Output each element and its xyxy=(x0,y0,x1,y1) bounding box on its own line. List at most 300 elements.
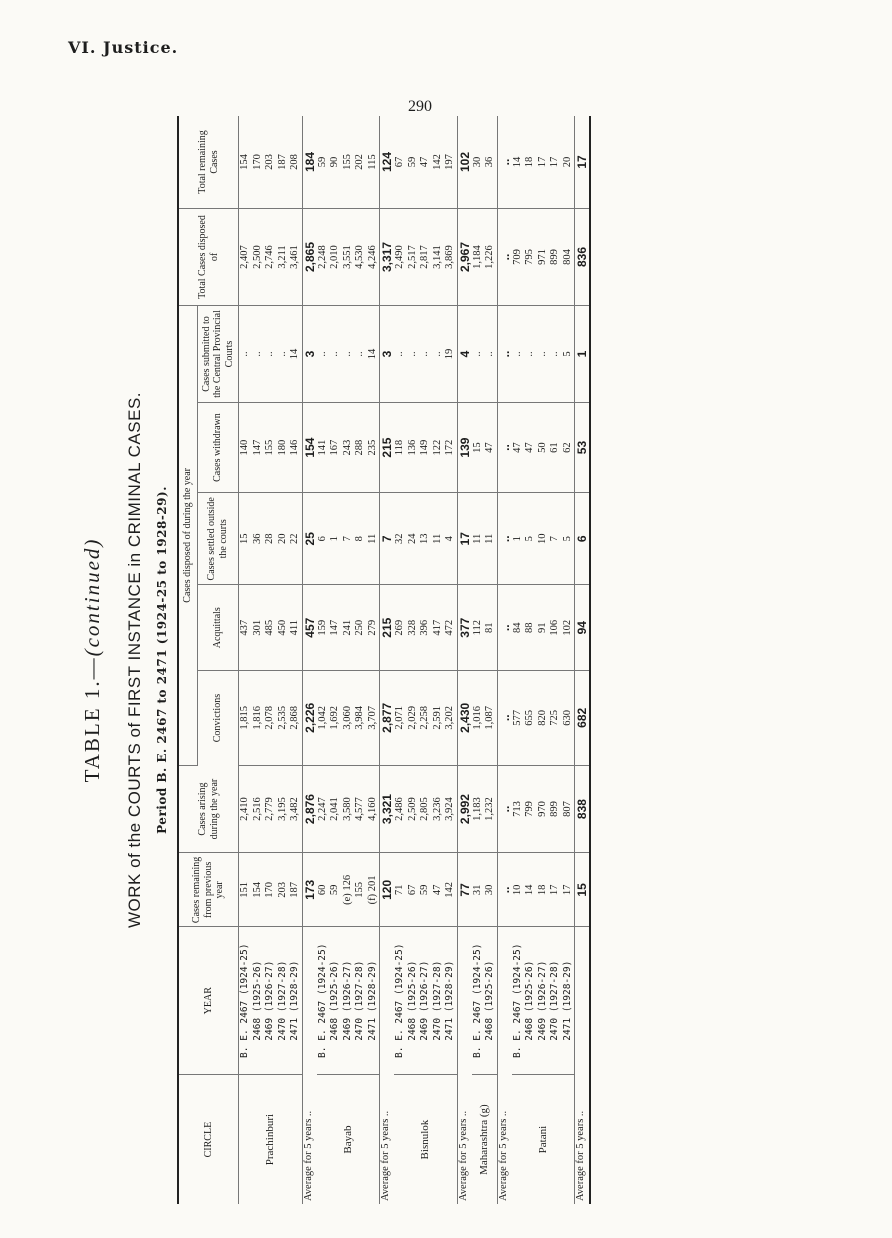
convictions-cell xyxy=(394,670,457,765)
value: 154 xyxy=(251,882,263,898)
value: 172 xyxy=(444,439,455,456)
average-withdrawn: 154 xyxy=(302,403,317,493)
value: 2,258 xyxy=(419,706,430,730)
value: 61 xyxy=(549,442,560,453)
value: .. xyxy=(251,351,263,357)
value: 4,530 xyxy=(354,245,365,269)
value: 15 xyxy=(239,533,250,545)
value: .. xyxy=(264,351,275,357)
year-label: 2471 (1928-29) xyxy=(289,960,300,1041)
value: 7 xyxy=(341,536,353,542)
value: 820 xyxy=(536,709,548,726)
value: 3,984 xyxy=(354,706,365,730)
value: 2,029 xyxy=(406,706,418,730)
value: 4,577 xyxy=(354,797,365,821)
circle-row xyxy=(394,116,457,1204)
table-body xyxy=(239,116,591,1204)
acquittals-cell xyxy=(317,585,380,670)
value: 14 xyxy=(524,884,535,896)
value: 2,247 xyxy=(316,797,328,821)
value: 154 xyxy=(239,154,250,170)
withdrawn-cell xyxy=(317,403,380,493)
value: 1,692 xyxy=(329,706,340,730)
year-label: 2471 (1928-29) xyxy=(366,960,378,1041)
value: 11 xyxy=(484,533,495,544)
table-title xyxy=(80,100,105,1220)
value: 106 xyxy=(549,619,560,636)
year-label: 2470 (1927-28) xyxy=(354,960,365,1041)
value: 417 xyxy=(431,619,443,636)
year-label: B. E. 2467 (1924-25) xyxy=(394,943,405,1058)
section-title: VI. Justice. xyxy=(68,38,179,57)
value: 1,184 xyxy=(471,245,483,269)
value: 8 xyxy=(354,536,365,542)
value: 84 xyxy=(511,622,523,633)
value: 10 xyxy=(536,533,548,545)
average-row xyxy=(302,116,317,1204)
average-settled-outside: 25 xyxy=(302,493,317,585)
convictions-cell xyxy=(239,670,303,765)
value: 3,236 xyxy=(431,797,443,821)
value: 11 xyxy=(366,533,378,544)
value: 2,517 xyxy=(406,245,418,269)
value: 20 xyxy=(276,533,288,545)
remaining-prev-cell xyxy=(239,853,303,927)
value: 91 xyxy=(536,622,548,633)
value: 90 xyxy=(329,156,340,168)
value: 115 xyxy=(366,154,378,170)
average-arising: 3,321 xyxy=(380,765,395,853)
value: .. xyxy=(419,351,430,357)
value: 250 xyxy=(354,619,365,636)
value: 203 xyxy=(276,882,288,898)
value: 3,580 xyxy=(341,797,353,821)
value: 1,232 xyxy=(484,797,495,821)
average-settled-outside: 7 xyxy=(380,493,395,585)
value: .. xyxy=(406,351,418,357)
value: 4,246 xyxy=(366,245,378,269)
value: 36 xyxy=(484,156,495,168)
average-acquittals: .. xyxy=(497,585,512,670)
average-arising: .. xyxy=(497,765,512,853)
value: 6 xyxy=(316,536,328,542)
average-row xyxy=(497,116,512,1204)
year-label: 2468 (1925-26) xyxy=(406,960,418,1041)
value: 2,500 xyxy=(251,245,263,269)
group-header-disposed: Cases disposed of during the year xyxy=(178,306,197,766)
value: 3,482 xyxy=(289,797,300,821)
value: 655 xyxy=(524,709,535,726)
value: 472 xyxy=(444,619,455,636)
year-label: 2469 (1926-27) xyxy=(419,960,430,1041)
value: 149 xyxy=(419,439,430,456)
value: 3,869 xyxy=(444,245,455,269)
average-submitted-central: 3 xyxy=(380,306,395,403)
value: .. xyxy=(316,351,328,357)
year-label: 2468 (1925-26) xyxy=(329,960,340,1041)
value: 970 xyxy=(536,801,548,817)
submitted-central-cell xyxy=(394,306,457,403)
value: 807 xyxy=(561,801,573,817)
average-withdrawn: 53 xyxy=(575,403,591,493)
value: 142 xyxy=(444,882,455,898)
value: 147 xyxy=(251,439,263,456)
value: 197 xyxy=(444,154,455,170)
value: 2,078 xyxy=(264,706,275,730)
value: 2,535 xyxy=(276,706,288,730)
value: 59 xyxy=(419,884,430,896)
settled-outside-cell xyxy=(512,493,575,585)
value: 167 xyxy=(329,439,340,456)
value: 2,817 xyxy=(419,245,430,269)
col-header-total-remaining: Total remaining Cases xyxy=(178,116,239,208)
value: 3,211 xyxy=(276,245,288,269)
table-title-continued: (continued) xyxy=(80,537,104,657)
average-convictions: 2,430 xyxy=(457,670,472,765)
submitted-central-cell xyxy=(239,306,303,403)
value: 59 xyxy=(406,156,418,168)
value: 899 xyxy=(549,801,560,817)
value: .. xyxy=(484,351,495,357)
value: 288 xyxy=(354,439,365,456)
settled-outside-cell xyxy=(472,493,498,585)
year-label: 2468 (1925-26) xyxy=(484,960,495,1041)
value: 630 xyxy=(561,709,573,726)
value: 235 xyxy=(366,439,378,456)
value: 3,195 xyxy=(276,797,288,821)
convictions-cell xyxy=(472,670,498,765)
average-convictions: 2,226 xyxy=(302,670,317,765)
total-remaining-cell xyxy=(239,116,303,208)
value: 59 xyxy=(329,884,340,896)
value: 159 xyxy=(316,619,328,636)
average-remaining-prev: 77 xyxy=(457,853,472,927)
average-total-remaining: 17 xyxy=(575,116,591,208)
col-header-year: YEAR xyxy=(178,927,239,1075)
value: 17 xyxy=(549,884,560,896)
value: 328 xyxy=(406,619,418,636)
value: 3,461 xyxy=(289,245,300,269)
value: 13 xyxy=(419,533,430,545)
circle-row xyxy=(512,116,575,1204)
value: 14 xyxy=(289,348,300,360)
value: 971 xyxy=(536,249,548,265)
value: 81 xyxy=(484,622,495,633)
circle-name: Patani xyxy=(536,1125,549,1154)
arising-cell xyxy=(239,765,303,853)
remaining-prev-cell xyxy=(472,853,498,927)
value: 899 xyxy=(549,249,560,265)
total-disposed-cell xyxy=(239,208,303,305)
value: 170 xyxy=(251,154,263,170)
average-label: Average for 5 years .. xyxy=(497,927,512,1204)
value: 713 xyxy=(511,801,523,817)
value: 30 xyxy=(484,884,495,896)
year-cell xyxy=(239,927,303,1075)
value: 11 xyxy=(471,533,483,544)
value: 47 xyxy=(524,442,535,453)
value: 10 xyxy=(511,884,523,896)
year-label: B. E. 2467 (1924-25) xyxy=(511,943,523,1058)
acquittals-cell xyxy=(239,585,303,670)
value: 7 xyxy=(549,536,560,542)
criminal-cases-table xyxy=(177,116,591,1204)
value: 140 xyxy=(239,439,250,456)
value: 2,509 xyxy=(406,797,418,821)
col-header-remaining-prev: Cases remaining from previous year xyxy=(178,853,239,927)
year-label: 2470 (1927-28) xyxy=(276,960,288,1041)
value: 141 xyxy=(316,439,328,456)
value: 202 xyxy=(354,154,365,170)
value: .. xyxy=(394,351,405,357)
value: 122 xyxy=(431,439,443,456)
rotated-table-block xyxy=(66,100,826,1220)
header-row-group xyxy=(178,116,197,1204)
col-header-acquittals: Acquittals xyxy=(197,585,239,670)
average-total-disposed: .. xyxy=(497,208,512,305)
average-acquittals: 94 xyxy=(575,585,591,670)
value: 112 xyxy=(471,620,483,636)
average-row xyxy=(380,116,395,1204)
settled-outside-cell xyxy=(394,493,457,585)
average-label: Average for 5 years .. xyxy=(302,927,317,1204)
value: 88 xyxy=(524,622,535,633)
value: 67 xyxy=(394,156,405,168)
year-label: 2471 (1928-29) xyxy=(561,960,573,1041)
average-withdrawn: 215 xyxy=(380,403,395,493)
average-label: Average for 5 years .. xyxy=(457,927,472,1204)
value: 47 xyxy=(511,442,523,453)
arising-cell xyxy=(394,765,457,853)
value: 5 xyxy=(524,536,535,542)
value: 5 xyxy=(561,536,573,542)
value: .. xyxy=(524,351,535,357)
value: 62 xyxy=(561,442,573,453)
value: 2,746 xyxy=(264,245,275,269)
average-total-remaining: .. xyxy=(497,116,512,208)
value: 14 xyxy=(511,156,523,168)
value: 2,248 xyxy=(316,245,328,269)
withdrawn-cell xyxy=(512,403,575,493)
value: 3,060 xyxy=(341,706,353,730)
withdrawn-cell xyxy=(239,403,303,493)
table-subtitle: WORK of the COURTS of FIRST INSTANCE in CRIMINAL CASES. xyxy=(125,391,144,929)
average-total-disposed: 2,967 xyxy=(457,208,472,305)
value: .. xyxy=(471,351,483,357)
value: 2,779 xyxy=(264,797,275,821)
value: 4,160 xyxy=(366,797,378,821)
circle-name: Bayab xyxy=(341,1125,354,1154)
table-heading xyxy=(80,100,169,1220)
value: 47 xyxy=(484,442,495,453)
value: 203 xyxy=(264,154,275,170)
value: 1,226 xyxy=(484,245,495,269)
value: 19 xyxy=(444,348,455,360)
arising-cell xyxy=(512,765,575,853)
value: 725 xyxy=(549,709,560,726)
average-convictions: 2,877 xyxy=(380,670,395,765)
total-disposed-cell xyxy=(317,208,380,305)
value: 2,410 xyxy=(239,797,250,821)
circle-name: Prachinburi xyxy=(264,1113,276,1166)
year-label: 2468 (1925-26) xyxy=(524,960,535,1041)
acquittals-cell xyxy=(394,585,457,670)
year-cell xyxy=(472,927,498,1075)
average-total-disposed: 3,317 xyxy=(380,208,395,305)
circle-name: Maharashtra (g) xyxy=(477,1104,490,1175)
total-remaining-cell xyxy=(512,116,575,208)
value: 18 xyxy=(536,884,548,896)
average-submitted-central: 3 xyxy=(302,306,317,403)
total-remaining-cell xyxy=(472,116,498,208)
value: 3,551 xyxy=(341,245,353,269)
average-arising: 2,992 xyxy=(457,765,472,853)
value: 3,141 xyxy=(431,245,443,269)
value: 180 xyxy=(276,439,288,456)
year-label: 2469 (1926-27) xyxy=(264,960,275,1041)
convictions-cell xyxy=(512,670,575,765)
value: 2,591 xyxy=(431,706,443,730)
value: 437 xyxy=(239,619,250,636)
value: .. xyxy=(511,351,523,357)
value: 1 xyxy=(329,536,340,542)
value: 30 xyxy=(471,156,483,168)
value: 1,087 xyxy=(484,706,495,730)
value: 2,490 xyxy=(394,245,405,269)
year-label: 2470 (1927-28) xyxy=(549,960,560,1041)
withdrawn-cell xyxy=(472,403,498,493)
table-period: Period B. E. 2467 to 2471 (1924-25 to 1928-29). xyxy=(155,486,169,834)
value: 17 xyxy=(536,156,548,168)
value: 2,868 xyxy=(289,706,300,730)
value: 243 xyxy=(341,439,353,456)
average-total-disposed: 836 xyxy=(575,208,591,305)
value: 155 xyxy=(341,154,353,170)
year-cell xyxy=(512,927,575,1075)
value: 71 xyxy=(394,884,405,896)
average-acquittals: 215 xyxy=(380,585,395,670)
average-withdrawn: .. xyxy=(497,403,512,493)
value: 4 xyxy=(444,536,455,542)
settled-outside-cell xyxy=(239,493,303,585)
value: .. xyxy=(276,351,288,357)
value: 2,805 xyxy=(419,797,430,821)
value: .. xyxy=(354,351,365,357)
value: 2,516 xyxy=(251,797,263,821)
value: 187 xyxy=(289,882,300,898)
value: 17 xyxy=(549,156,560,168)
circle-row xyxy=(317,116,380,1204)
year-label: 2469 (1926-27) xyxy=(341,960,353,1041)
total-disposed-cell xyxy=(394,208,457,305)
value: 1 xyxy=(511,536,523,542)
total-remaining-cell xyxy=(317,116,380,208)
value: 102 xyxy=(561,619,573,636)
remaining-prev-cell xyxy=(394,853,457,927)
average-total-remaining: 102 xyxy=(457,116,472,208)
average-row xyxy=(457,116,472,1204)
year-label: B. E. 2467 (1924-25) xyxy=(471,943,483,1058)
value: 22 xyxy=(289,533,300,545)
year-label: 2471 (1928-29) xyxy=(444,960,455,1041)
value: 485 xyxy=(264,619,275,636)
value: .. xyxy=(329,351,340,357)
average-total-remaining: 184 xyxy=(302,116,317,208)
circle-name: Bisnulok xyxy=(419,1119,431,1160)
value: .. xyxy=(431,351,443,357)
col-header-arising: Cases arising during the year xyxy=(178,765,239,853)
col-header-convictions: Convictions xyxy=(197,670,239,765)
settled-outside-cell xyxy=(317,493,380,585)
total-disposed-cell xyxy=(512,208,575,305)
value: 241 xyxy=(341,619,353,636)
acquittals-cell xyxy=(472,585,498,670)
value: .. xyxy=(536,351,548,357)
value: .. xyxy=(239,351,250,357)
average-settled-outside: 17 xyxy=(457,493,472,585)
remaining-prev-cell xyxy=(317,853,380,927)
year-cell xyxy=(394,927,457,1075)
value: 1,183 xyxy=(471,797,483,821)
value: 59 xyxy=(316,156,328,168)
value: 2,486 xyxy=(394,797,405,821)
value: 5 xyxy=(561,351,573,357)
year-label: 2468 (1925-26) xyxy=(251,960,263,1041)
average-remaining-prev: 15 xyxy=(575,853,591,927)
value: (f) 201 xyxy=(366,875,378,905)
average-label: Average for 5 years .. xyxy=(380,927,395,1204)
value: 20 xyxy=(561,156,573,168)
value: 147 xyxy=(329,619,340,636)
value: .. xyxy=(549,351,560,357)
average-arising: 2,876 xyxy=(302,765,317,853)
average-submitted-central: 1 xyxy=(575,306,591,403)
circle-row xyxy=(239,116,303,1204)
page-number: 290 xyxy=(408,98,432,115)
value: 24 xyxy=(406,533,418,545)
value: 142 xyxy=(431,154,443,170)
value: 450 xyxy=(276,619,288,636)
average-label: Average for 5 years .. xyxy=(575,927,591,1204)
value: 187 xyxy=(276,154,288,170)
circle-row xyxy=(472,116,498,1204)
value: 208 xyxy=(289,154,300,170)
average-settled-outside: 6 xyxy=(575,493,591,585)
value: 269 xyxy=(394,619,405,636)
value: 36 xyxy=(251,533,263,545)
submitted-central-cell xyxy=(317,306,380,403)
average-acquittals: 457 xyxy=(302,585,317,670)
value: 1,016 xyxy=(471,706,483,730)
value: 14 xyxy=(366,348,378,360)
average-total-remaining: 124 xyxy=(380,116,395,208)
acquittals-cell xyxy=(512,585,575,670)
table-title-main: TABLE 1.— xyxy=(80,656,104,783)
value: 17 xyxy=(561,884,573,896)
value: 804 xyxy=(561,249,573,265)
average-withdrawn: 139 xyxy=(457,403,472,493)
col-header-submitted-central: Cases submitted to the Central Provincial Courts xyxy=(197,306,239,403)
value: 279 xyxy=(366,619,378,636)
value: 799 xyxy=(524,801,535,817)
value: 155 xyxy=(354,882,365,898)
value: 32 xyxy=(394,533,405,545)
year-label: 2469 (1926-27) xyxy=(536,960,548,1041)
value: 2,071 xyxy=(394,706,405,730)
average-convictions: .. xyxy=(497,670,512,765)
value: 3,707 xyxy=(366,706,378,730)
value: 11 xyxy=(431,533,443,544)
